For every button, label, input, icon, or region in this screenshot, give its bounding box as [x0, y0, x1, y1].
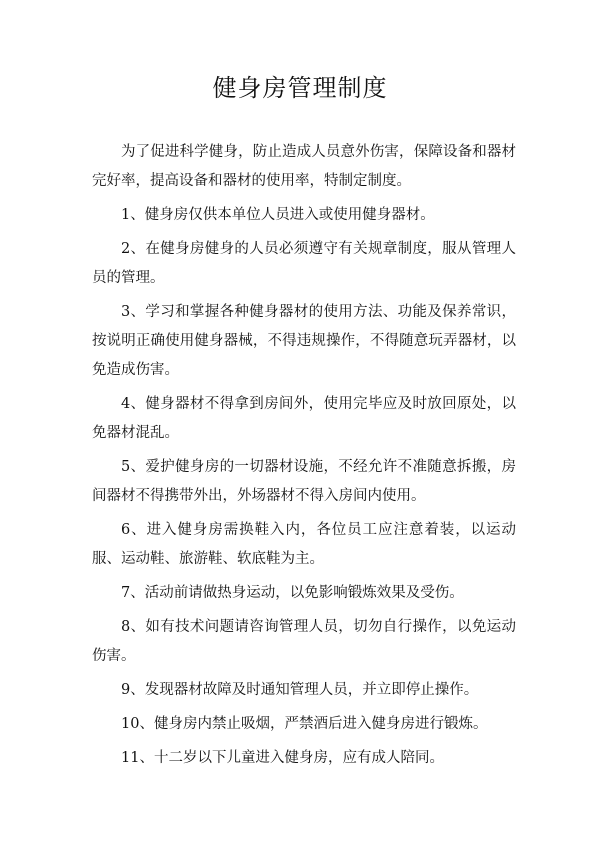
paragraph-rule-11: 11、十二岁以下儿童进入健身房，应有成人陪同。: [121, 750, 444, 766]
paragraph-rule-3: 3、学习和掌握各种健身器材的使用方法、功能及保养常识，按说明正确使用健身器械，不得违规操作，不得随意玩弄器材，以免造成伤害。: [92, 304, 516, 378]
paragraph-rule-8: 8、如有技术问题请咨询管理人员，切勿自行操作，以免运动伤害。: [92, 619, 516, 664]
paragraph-rule-7: 7、活动前请做热身运动，以免影响锻炼效果及受伤。: [121, 585, 464, 601]
paragraph-rule-2: 2、在健身房健身的人员必须遵守有关规章制度，服从管理人员的管理。: [92, 241, 516, 286]
paragraph-intro: 为了促进科学健身，防止造成人员意外伤害，保障设备和器材完好率，提高设备和器材的使用率，特制定制度。: [92, 144, 516, 189]
paragraph-rule-4: 4、健身器材不得拿到房间外，使用完毕应及时放回原处，以免器材混乱。: [92, 396, 516, 441]
paragraph-rule-9: 9、发现器材故障及时通知管理人员，并立即停止操作。: [121, 682, 479, 698]
paragraph-rule-6: 6、进入健身房需换鞋入内，各位员工应注意着装，以运动服、运动鞋、旅游鞋、软底鞋为主。: [92, 522, 516, 567]
paragraph-rule-5: 5、爱护健身房的一切器材设施，不经允许不准随意拆搬，房间器材不得携带外出，外场器材不得入房间内使用。: [92, 459, 516, 504]
document-title: 健身房管理制度: [212, 74, 388, 102]
document-body: [92, 138, 516, 778]
paragraph-rule-10: 10、健身房内禁止吸烟，严禁酒后进入健身房进行锻炼。: [121, 716, 488, 732]
paragraph-rule-1: 1、健身房仅供本单位人员进入或使用健身器材。: [121, 207, 435, 223]
